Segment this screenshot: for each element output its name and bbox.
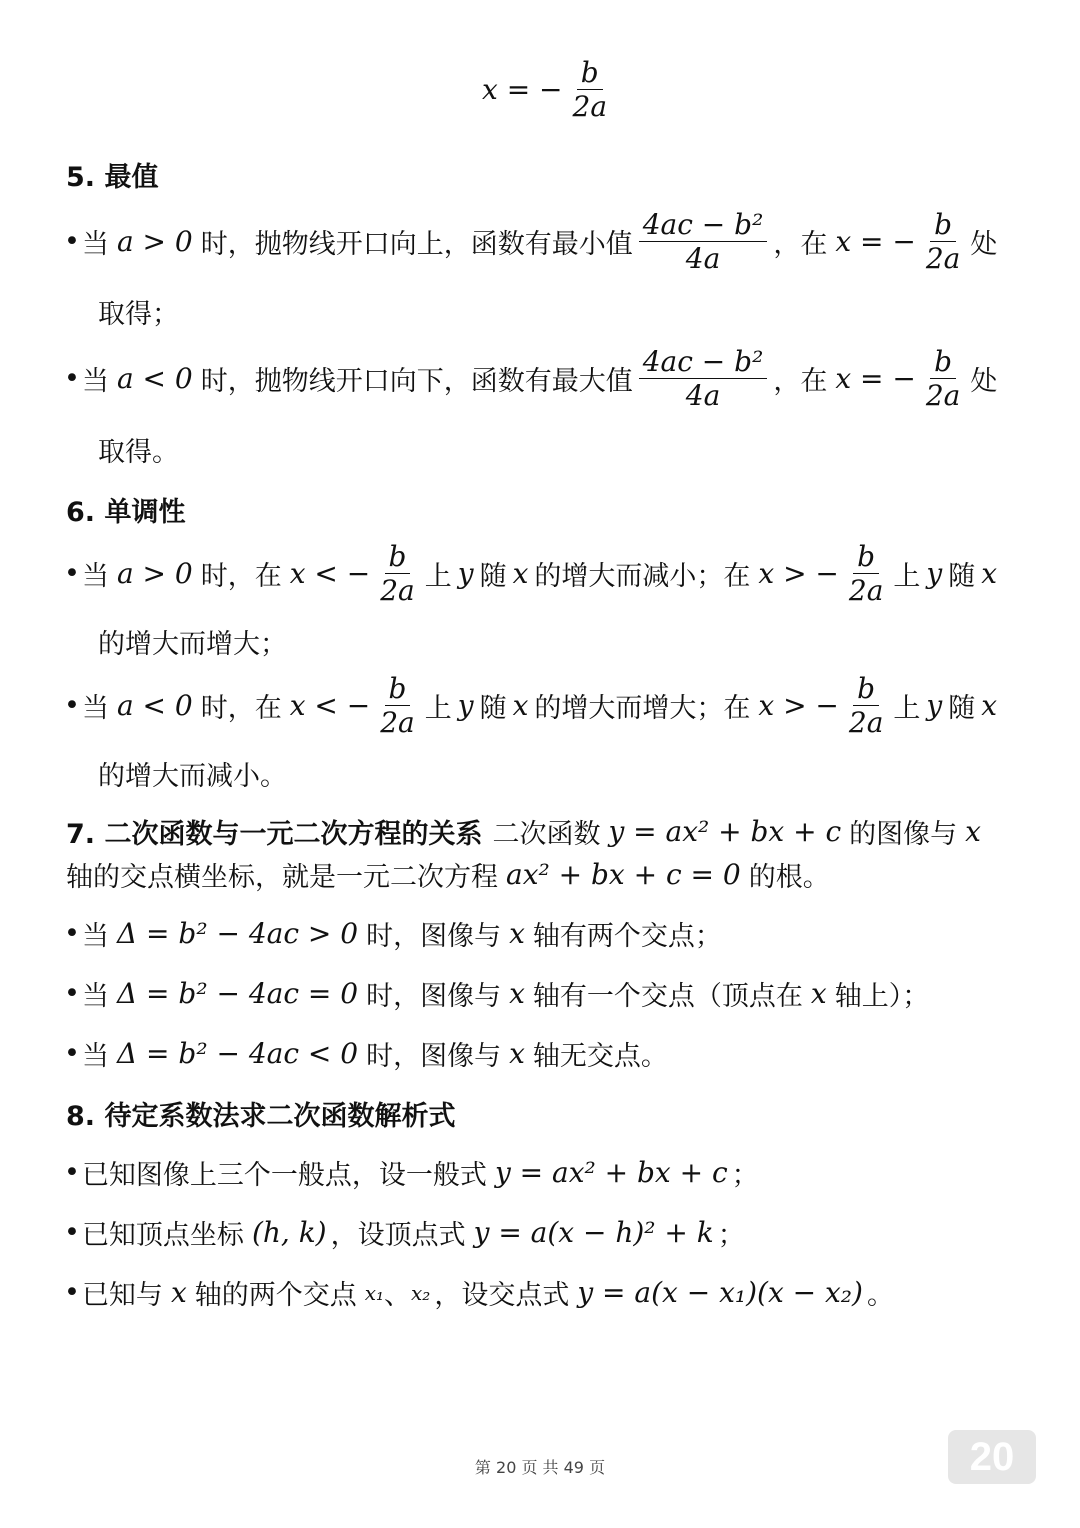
text: 时，在 [200, 693, 282, 725]
fraction-denominator: 2a [848, 574, 884, 608]
fraction [922, 210, 965, 274]
text: 随 [948, 693, 976, 725]
s7-bullet-3 [64, 1034, 668, 1073]
math-inequality: x < − [289, 689, 371, 723]
text: 已知图像上三个一般点，设一般式 [81, 1160, 487, 1191]
s6-bullet-2 [64, 674, 997, 738]
fraction-denominator: 2a [380, 706, 415, 740]
s7-bullet-1 [64, 914, 722, 953]
math-y: y [926, 689, 943, 723]
text: 的图像与 [849, 819, 958, 850]
text: 随 [948, 561, 976, 593]
text: 上 [424, 561, 452, 593]
text: 处 [970, 229, 998, 261]
math-quadratic-function: y = ax² + bx + c [608, 815, 842, 848]
bullet-dot: • [64, 1277, 80, 1308]
bullet-dot: • [64, 978, 80, 1009]
fraction [845, 674, 888, 738]
s6-bullet-1-continuation: 的增大而增大； [98, 629, 287, 660]
math-x: x [981, 689, 998, 723]
math-y: y [457, 689, 474, 723]
text: 当 [81, 1041, 109, 1072]
math-condition: a > 0 [116, 225, 193, 259]
fraction-denominator: 2a [380, 574, 415, 608]
math-inequality: x < − [289, 557, 371, 591]
fraction-numerator: b [930, 347, 956, 379]
page-number-badge: 20 [948, 1430, 1036, 1484]
math-x: x [512, 557, 529, 591]
math-discriminant: Δ = b² − 4ac > 0 [116, 917, 359, 950]
text: 随 [479, 693, 507, 725]
s8-bullet-2 [64, 1213, 745, 1252]
math-x: x [512, 689, 529, 723]
text: 当 [81, 229, 109, 261]
formula-vertex-x [482, 58, 617, 122]
text: 当 [81, 693, 109, 725]
text: 处 [970, 366, 998, 398]
text: 时，抛物线开口向下，函数有最大值 [200, 366, 633, 398]
text: 轴有两个交点； [532, 921, 722, 952]
math-general-form: y = ax² + bx + c [494, 1156, 728, 1189]
section-5-heading: 5. 最值 [66, 162, 159, 193]
math-y: y [457, 557, 474, 591]
math-quadratic-equation: ax² + bx + c = 0 [506, 858, 741, 891]
text: 当 [81, 921, 109, 952]
s5-bullet-1 [64, 210, 997, 274]
text: 轴上）； [834, 981, 930, 1012]
fraction-numerator: b [385, 674, 411, 706]
s6-bullet-1 [64, 542, 997, 606]
math-x: x [509, 977, 525, 1010]
text: 已知与 [81, 1280, 163, 1311]
text: 时，图像与 [366, 1041, 502, 1072]
s8-bullet-3 [64, 1273, 894, 1312]
fraction-numerator: 4ac − b² [639, 347, 768, 379]
text: 已知顶点坐标 [81, 1220, 244, 1251]
math-y: y [926, 557, 943, 591]
s6-bullet-2-continuation: 的增大而减小。 [98, 761, 287, 792]
text: 当 [81, 561, 109, 593]
text: ，在 [773, 229, 828, 261]
math-x: x [981, 557, 998, 591]
text: 上 [893, 561, 921, 593]
bullet-dot: • [64, 690, 80, 722]
math-vertex-coordinate: (h, k) [251, 1216, 327, 1249]
fraction-min-value [639, 210, 768, 274]
text: 上 [424, 693, 452, 725]
text: 。 [866, 1280, 894, 1311]
fraction-numerator: b [385, 542, 411, 574]
math-condition: a < 0 [116, 689, 193, 723]
fraction-numerator: b [577, 58, 603, 90]
math-condition: a > 0 [116, 557, 193, 591]
text: 的根。 [748, 862, 830, 893]
fraction-numerator: 4ac − b² [639, 210, 768, 242]
s5-bullet-1-continuation: 取得； [98, 299, 179, 330]
text: 二次函数 [492, 819, 601, 850]
s7-line-1 [66, 812, 981, 851]
text: ； [731, 1160, 759, 1191]
bullet-dot: • [64, 1157, 80, 1188]
s5-bullet-2-continuation: 取得。 [98, 437, 179, 468]
text: 当 [81, 981, 109, 1012]
text: 轴的交点横坐标，就是一元二次方程 [66, 862, 498, 893]
formula-lhs: x = − [482, 73, 563, 107]
bullet-dot: • [64, 363, 80, 395]
text: 上 [893, 693, 921, 725]
math-x2: x₂ [411, 1280, 431, 1305]
fraction-numerator: b [930, 210, 956, 242]
text: 时，图像与 [366, 981, 502, 1012]
fraction [845, 542, 888, 606]
text: 当 [81, 366, 109, 398]
fraction-denominator: 4a [685, 379, 721, 413]
fraction [569, 58, 612, 122]
text: 轴有一个交点（顶点在 [532, 981, 803, 1012]
text: 随 [479, 561, 507, 593]
bullet-dot: • [64, 558, 80, 590]
math-condition: a < 0 [116, 362, 193, 396]
bullet-dot: • [64, 918, 80, 949]
bullet-dot: • [64, 226, 80, 258]
fraction-numerator: b [853, 542, 879, 574]
math-x: x [509, 917, 525, 950]
text: 时，图像与 [366, 921, 502, 952]
text: 轴的两个交点 [194, 1280, 357, 1311]
math-x: x [170, 1276, 187, 1309]
math-inequality: x > − [758, 689, 839, 723]
page-footer: 第 20 页 共 49 页 [474, 1458, 606, 1477]
s7-bullet-2 [64, 974, 929, 1013]
section-8-heading: 8. 待定系数法求二次函数解析式 [66, 1101, 456, 1132]
math-x: x [965, 815, 981, 848]
math-discriminant: Δ = b² − 4ac = 0 [116, 977, 359, 1010]
text: 轴无交点。 [532, 1041, 668, 1072]
math-vertex-form: y = a(x − h)² + k [473, 1216, 714, 1249]
text: ，在 [773, 366, 828, 398]
bullet-dot: • [64, 1038, 80, 1069]
fraction [376, 674, 419, 738]
fraction-denominator: 2a [572, 90, 608, 124]
math-discriminant: Δ = b² − 4ac < 0 [116, 1037, 359, 1070]
fraction [376, 542, 419, 606]
text: ，设交点式 [434, 1280, 570, 1311]
fraction [922, 347, 965, 411]
fraction-denominator: 2a [848, 706, 884, 740]
section-6-heading: 6. 单调性 [66, 497, 186, 528]
math-x1: x₁ [364, 1280, 385, 1305]
text: 的增大而减小；在 [534, 561, 751, 593]
math-x: x [509, 1037, 525, 1070]
fraction-max-value [639, 347, 768, 411]
text: ，设顶点式 [330, 1220, 466, 1251]
s8-bullet-1 [64, 1153, 759, 1192]
math-inequality: x > − [758, 557, 839, 591]
s5-bullet-2 [64, 347, 997, 411]
fraction-numerator: b [853, 674, 879, 706]
text: 时，在 [200, 561, 282, 593]
s7-line-2 [66, 855, 830, 894]
text: ； [717, 1220, 745, 1251]
bullet-dot: • [64, 1217, 80, 1248]
fraction-denominator: 4a [685, 242, 721, 276]
section-7-heading: 7. 二次函数与一元二次方程的关系 [66, 819, 483, 850]
text: 时，抛物线开口向上，函数有最小值 [200, 229, 633, 261]
text: 的增大而增大；在 [534, 693, 751, 725]
text: 、 [384, 1280, 412, 1311]
math-x-eq: x = − [835, 362, 916, 396]
fraction-denominator: 2a [925, 379, 961, 413]
math-x: x [810, 977, 827, 1010]
fraction-denominator: 2a [925, 242, 961, 276]
math-intercept-form: y = a(x − x₁)(x − x₂) [577, 1276, 863, 1309]
math-x-eq: x = − [835, 225, 916, 259]
